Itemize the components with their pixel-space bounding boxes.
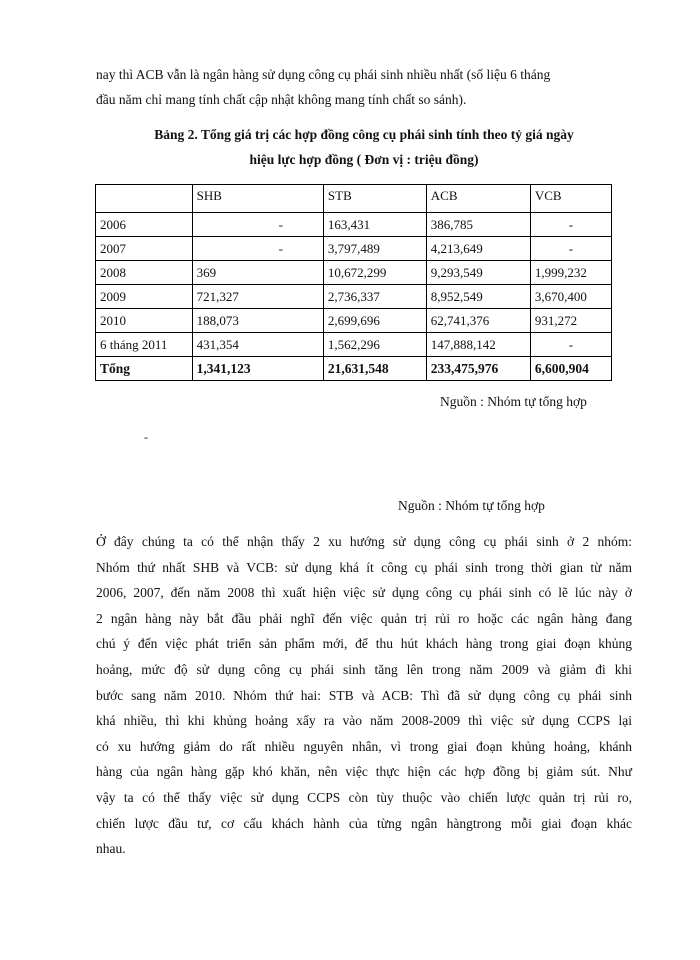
table-caption [96, 122, 632, 172]
table-cell: 147,888,142 [426, 333, 530, 357]
table-cell: 931,272 [530, 309, 611, 333]
table-row [96, 285, 612, 309]
table-cell: 2,699,696 [323, 309, 426, 333]
table-cell: 163,431 [323, 213, 426, 237]
table-cell: 2009 [96, 285, 193, 309]
table-total-cell: Tổng [96, 357, 193, 381]
analysis-line: Ở đây chúng ta có thể nhận thấy 2 xu hướng sử dụng công cụ phái sinh ở 2 nhóm: [96, 534, 632, 549]
intro-line: nay thì ACB vẫn là ngân hàng sử dụng công cụ phái sinh nhiều nhất (số liệu 6 tháng [96, 67, 551, 82]
table-cell: 9,293,549 [426, 261, 530, 285]
table-cell: 386,785 [426, 213, 530, 237]
table-total-cell: 233,475,976 [426, 357, 530, 381]
table-header-cell: STB [323, 185, 426, 213]
table-header-row [96, 185, 612, 213]
table-cell: 3,797,489 [323, 237, 426, 261]
table-header-cell: ACB [426, 185, 530, 213]
table-cell: 1,999,232 [530, 261, 611, 285]
derivatives-table [95, 184, 612, 381]
table-cell: 2010 [96, 309, 193, 333]
analysis-line: vậy ta có thể thấy việc sử dụng CCPS còn tùy thuộc vào chiến lược quản trị rủi ro, [96, 789, 632, 805]
stray-dash: - [144, 430, 148, 444]
table-cell: - [530, 237, 611, 261]
table-cell: 2007 [96, 237, 193, 261]
table-cell: 431,354 [192, 333, 323, 357]
table-cell: 4,213,649 [426, 237, 530, 261]
analysis-line: chú ý đến việc phát triển sản phẩm mới, để thu hút khách hàng trong giai đoạn khủng [96, 636, 632, 652]
analysis-line: Nhóm thứ nhất SHB và VCB: sử dụng khá ít công cụ phái sinh trong thời gian từ năm [96, 559, 632, 575]
table-cell: 188,073 [192, 309, 323, 333]
analysis-paragraph [96, 529, 632, 862]
intro-line: đầu năm chỉ mang tính chất cập nhật không mang tính chất so sánh). [96, 92, 467, 107]
table-cell: 3,670,400 [530, 285, 611, 309]
table-total-cell: 21,631,548 [323, 357, 426, 381]
source-note: Nguồn : Nhóm tự tổng hợp [440, 394, 587, 409]
analysis-line: có xu hướng giảm do rất nhiều nguyên nhân, vì trong giai đoạn khủng hoảng, khánh [96, 738, 632, 754]
table-cell: 2008 [96, 261, 193, 285]
table-total-row [96, 357, 612, 381]
analysis-line: 2006, 2007, đến năm 2008 thì xuất hiện việc sử dụng công cụ phái sinh có lẽ lúc này ở [96, 585, 632, 601]
table-row [96, 309, 612, 333]
table-cell: 369 [192, 261, 323, 285]
table-cell: 62,741,376 [426, 309, 530, 333]
table-header-cell: VCB [530, 185, 611, 213]
table-cell: 721,327 [192, 285, 323, 309]
table-cell: 2,736,337 [323, 285, 426, 309]
table-header-cell: SHB [192, 185, 323, 213]
table-cell: - [530, 213, 611, 237]
table-row [96, 237, 612, 261]
source-note-repeat: Nguồn : Nhóm tự tổng hợp [398, 498, 545, 513]
table-cell: - [192, 237, 323, 261]
intro-paragraph [96, 62, 632, 112]
table-caption-line-2: hiệu lực hợp đồng ( Đơn vị : triệu đồng) [249, 152, 479, 167]
table-total-cell: 1,341,123 [192, 357, 323, 381]
analysis-line: nhau. [96, 841, 126, 857]
table-cell: 1,562,296 [323, 333, 426, 357]
table-row [96, 213, 612, 237]
analysis-line: hàng của ngân hàng gặp khó khăn, nên việc thực hiện các hợp đồng bị giảm sút. Như [96, 764, 632, 780]
table-total-cell: 6,600,904 [530, 357, 611, 381]
table-row [96, 261, 612, 285]
analysis-line: bước sang năm 2010. Nhóm thứ hai: STB và ACB: Thì đã sử dụng công cụ phái sinh [96, 687, 632, 703]
table-cell: 2006 [96, 213, 193, 237]
analysis-line: chiến lược đầu tư, cơ cấu khách hành của từng ngân hàngtrong mỗi giai đoạn khác [96, 815, 632, 831]
table-caption-line-1: Bảng 2. Tổng giá trị các hợp đồng công cụ phái sinh tính theo tỷ giá ngày [154, 127, 574, 142]
table-cell: - [530, 333, 611, 357]
table-row [96, 333, 612, 357]
analysis-line: khá nhiều, thì khi khủng hoảng xẩy ra vào năm 2008-2009 thì việc sử dụng CCPS lại [96, 713, 632, 729]
analysis-line: 2 ngân hàng này bắt đầu phải nghĩ đến việc quản trị rủi ro hoặc các ngân hàng đang [96, 610, 632, 626]
table-cell: 8,952,549 [426, 285, 530, 309]
table-header-cell [96, 185, 193, 213]
table-cell: - [192, 213, 323, 237]
table-cell: 10,672,299 [323, 261, 426, 285]
table-cell: 6 tháng 2011 [96, 333, 193, 357]
analysis-line: hoảng, mức độ sử dụng công cụ phái sinh tăng lên trong năm 2009 và giảm đi khi [96, 661, 632, 677]
